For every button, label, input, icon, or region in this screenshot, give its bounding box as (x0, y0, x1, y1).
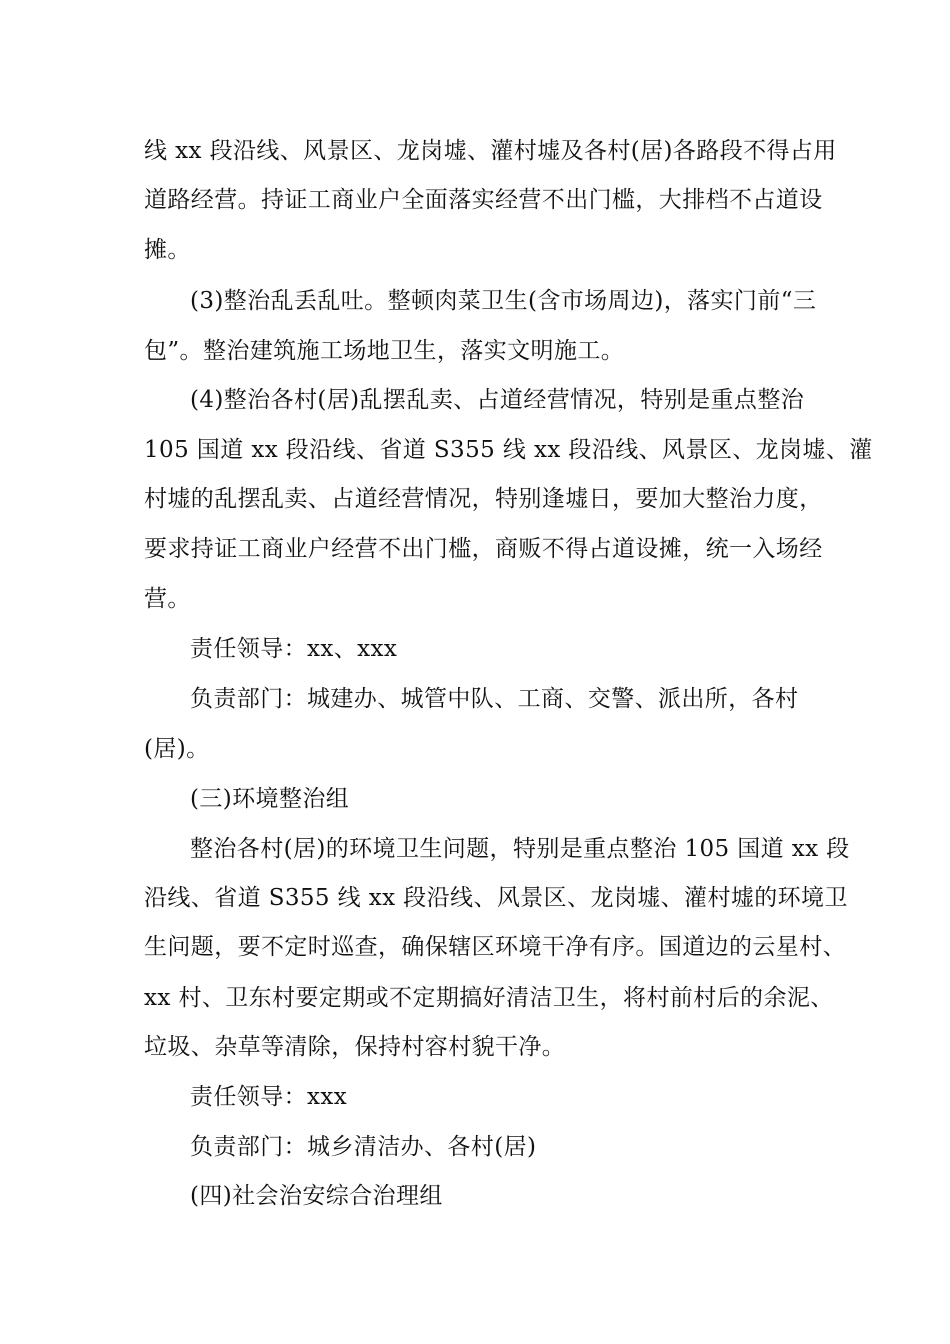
paragraph-line: 线 xx 段沿线、风景区、龙岗墟、灌村墟及各村(居)各路段不得占用 (144, 138, 837, 164)
section-heading: (三)环境整治组 (190, 786, 350, 812)
paragraph-line: 摊。 (144, 237, 191, 263)
responsible-leader-line: 责任领导：xx、xxx (190, 636, 398, 662)
paragraph-line: 要求持证工商业户经营不出门槛，商贩不得占道设摊，统一入场经 (144, 536, 823, 562)
paragraph-line: 生问题，要不定时巡查，确保辖区环境干净有序。国道边的云星村、 (144, 934, 846, 960)
paragraph-line: (居)。 (144, 736, 210, 762)
responsible-dept-line: 负责部门：城建办、城管中队、工商、交警、派出所，各村 (190, 686, 799, 712)
paragraph-line: 道路经营。持证工商业户全面落实经营不出门槛，大排档不占道设 (144, 187, 823, 213)
paragraph-line: 整治各村(居)的环境卫生问题，特别是重点整治 105 国道 xx 段 (190, 836, 850, 862)
paragraph-line: 包”。整治建筑施工场地卫生，落实文明施工。 (144, 338, 625, 364)
paragraph-line: 垃圾、杂草等清除，保持村容村貌干净。 (144, 1034, 566, 1060)
paragraph-line: 村墟的乱摆乱卖、占道经营情况，特别逢墟日，要加大整治力度， (144, 486, 823, 512)
paragraph-line: (3)整治乱丢乱吐。整顿肉菜卫生(含市场周边)，落实门前“三 (190, 288, 817, 314)
responsible-leader-line: 责任领导：xxx (190, 1084, 348, 1110)
paragraph-line: xx 村、卫东村要定期或不定期搞好清洁卫生，将村前村后的余泥、 (144, 985, 834, 1011)
section-heading: (四)社会治安综合治理组 (190, 1183, 443, 1209)
paragraph-line: 105 国道 xx 段沿线、省道 S355 线 xx 段沿线、风景区、龙岗墟、灌 (144, 437, 873, 463)
paragraph-line: (4)整治各村(居)乱摆乱卖、占道经营情况，特别是重点整治 (190, 387, 805, 413)
responsible-dept-line: 负责部门：城乡清洁办、各村(居) (190, 1134, 537, 1160)
paragraph-line: 营。 (144, 586, 191, 612)
paragraph-line: 沿线、省道 S355 线 xx 段沿线、风景区、龙岗墟、灌村墟的环境卫 (144, 885, 848, 911)
